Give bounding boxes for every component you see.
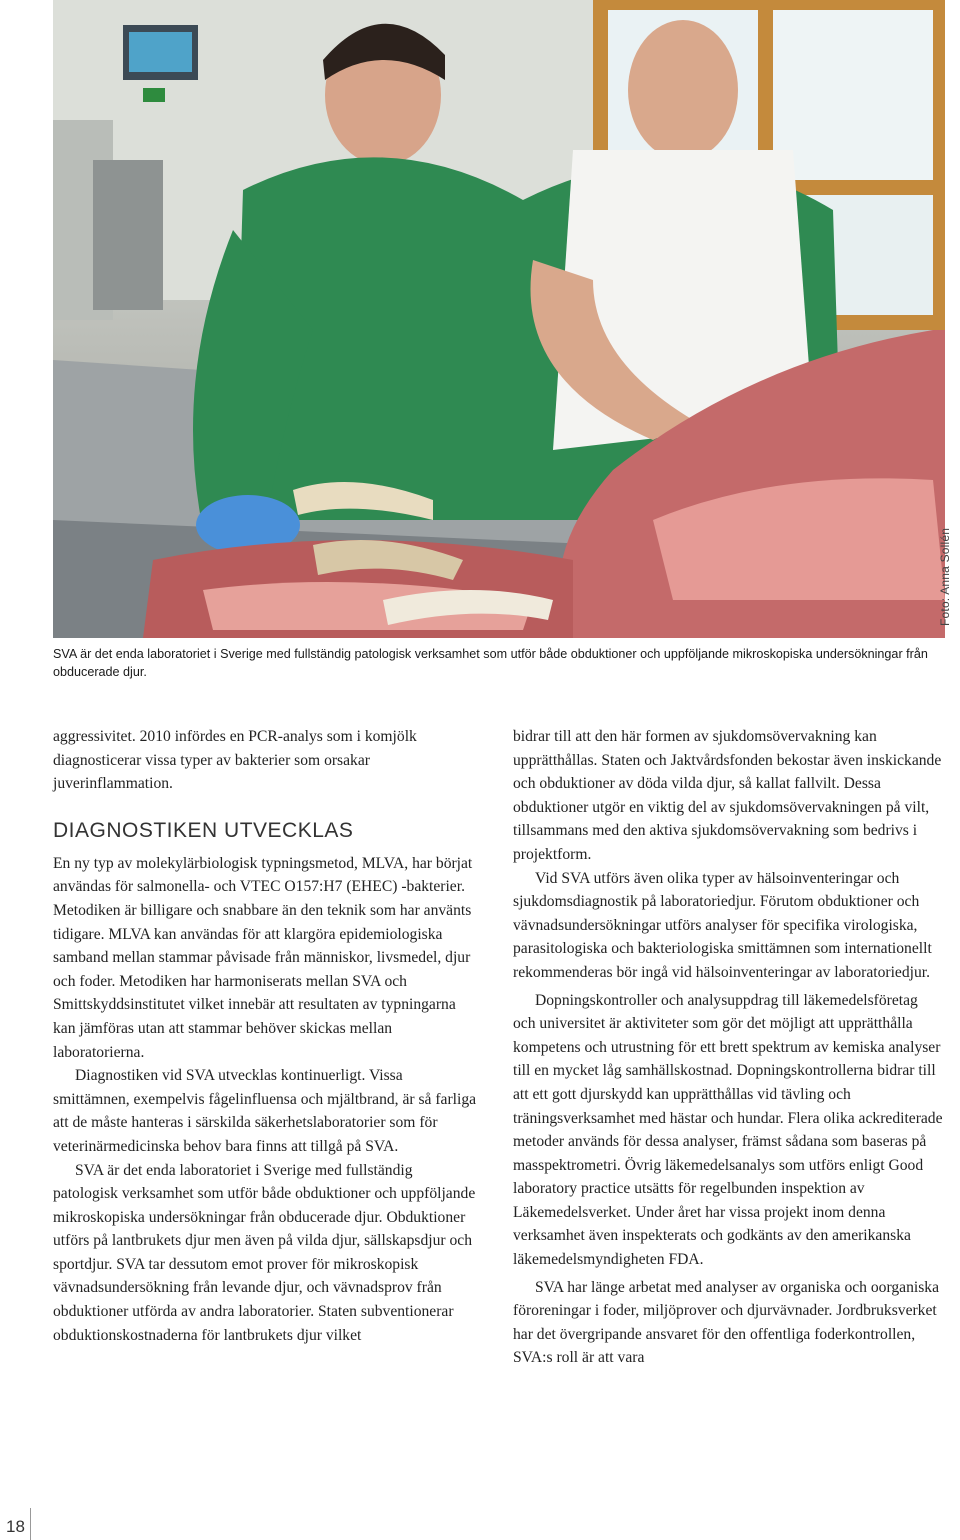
paragraph: bidrar till att den här formen av sjukdomsövervakning kan upprätthållas. Staten och Jaktvårdsfonden bekostar även inskickande och obduktioner av döda vilda djur, så kallat fallvilt. Dessa obduktioner utgör en viktig del av sjukdomsövervakningen på vilt, tillsammans med den aktiva sjukdomsövervakning som bedrivs i projektform. — [513, 728, 942, 863]
article-photo — [53, 0, 945, 638]
paragraph: Diagnostiken vid SVA utvecklas kontinuerligt. Vissa smittämnen, exempelvis fågelinfluensa och mjältbrand, är så farliga att de måste hanteras i särskilda säkerhetslaboratorier som för veterinärmedicinska behov bara finns att tillgå på SVA. — [53, 1067, 477, 1155]
photo-illustration — [53, 0, 945, 638]
right-column — [513, 725, 943, 1370]
paragraph: SVA har länge arbetat med analyser av organiska och oorganiska föroreningar i foder, miljöprover och djurvävnader. Jordbruksverket har det övergripande ansvaret för den offentliga foderkontrollen, SVA:s roll är att vara — [513, 1278, 940, 1367]
paragraph: aggressivitet. 2010 infördes en PCR-analys som i komjölk diagnosticerar vissa typer av bakterier som orsakar juverinflammation. — [53, 728, 417, 793]
left-column — [53, 725, 481, 1347]
paragraph: En ny typ av molekylärbiologisk typningsmetod, MLVA, har börjat användas för salmonella- och VTEC O157:H7 (EHEC) -bakterier. Metodiken är billigare och snabbare än den teknik som har använts tidigare. MLVA kan användas för att klargöra epidemiologiska samband mellan stammar påvisade från människor, livsmedel, djur och foder. Metodiken har harmoniserats mellan SVA och Smittskyddsinstitutet vilket innebär att resultaten av typningarna kan jämföras utan att stammar behöver skickas mellan laboratorierna. — [53, 854, 473, 1061]
paragraph: Dopningskontroller och analysuppdrag till läkemedelsföretag och universitet är aktiviteter som gör det möjligt att upprätthålla kompetens och utrustning för ett brett spektrum av kemiska analyser till en mycket låg samhällskostnad. Dopningskontrollerna bidrar till att ett gott djurskydd kan upprätthållas vid tävling och träningsverksamhet med hästar och hundar. Flera olika ackrediterade metoder används för dessa analyser, främst sådana som baseras på masspektrometri. Övrig läkemedelsanalys som utförs enligt Good laboratory practice utsätts för regelbunden inspektion av Läkemedelsverket. Under året har vissa projekt inom denna verksamhet även inspekterats och godkänts av den amerikanska läkemedelsmyndigheten FDA. — [513, 991, 943, 1269]
paragraph: SVA är det enda laboratoriet i Sverige med fullständig patologisk verksamhet som utför både obduktioner och uppföljande mikroskopiska undersökningar från obducerade djur. Obduktioner utförs på lantbrukets djur men även på vilda djur, sällskapsdjur och sportdjur. SVA tar dessutom emot prover för mikroskopisk vävnadsundersökning från levande djur, och vävnadsprov från obduktioner utförda av andra laboratorier. Staten subventionerar obduktionskostnaderna för lantbrukets djur vilket — [53, 1161, 476, 1344]
page-number: 18 — [6, 1517, 25, 1536]
paragraph: Vid SVA utförs även olika typer av hälsoinventeringar och sjukdomsdiagnostik på laboratoriedjur. Förutom obduktioner och vävnadsundersökningar utförs analyser för specifika virologiska, parasitologiska och bakteriologiska smittämnen som internationellt rekommenderas bör ingå vid hälsoinventeringar av laboratoriedjur. — [513, 869, 932, 981]
photo-caption: SVA är det enda laboratoriet i Sverige med fullständig patologisk verksamhet som utför både obduktioner och uppföljande mikroskopiska undersökningar från obducerade djur. — [53, 647, 928, 679]
section-heading: DIAGNOSTIKEN UTVECKLAS — [53, 818, 354, 842]
photo-credit: Foto: Anna Sollén — [938, 527, 952, 626]
page-number-divider — [30, 1508, 31, 1540]
